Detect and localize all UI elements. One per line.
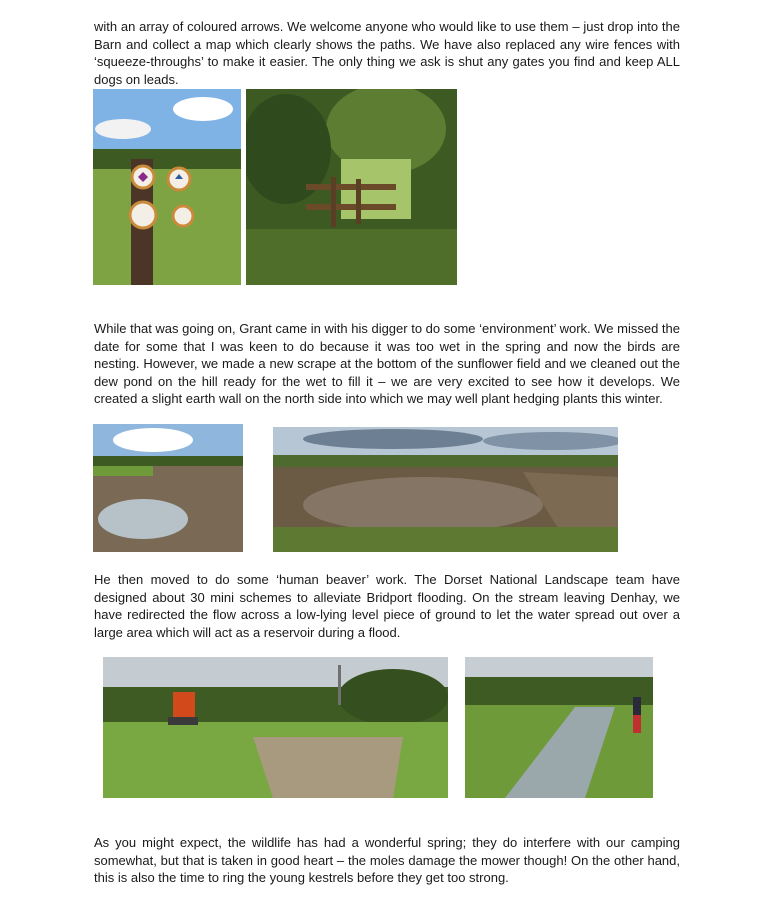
paragraph-waymarked-paths: with an array of coloured arrows. We welcome anyone who would like to use them – just drop into the Barn and collect a map which clearly shows the paths. We have also replaced any wire fences with ‘squeeze-throughs’ to make it easier. The only thing we ask is shut any gates you find and keep ALL dogs on leads. [94,19,680,87]
paragraph-wildlife: As you might expect, the wildlife has had a wonderful spring; they do interfere with our camping somewhat, but that is taken in good heart – the moles damage the mower though! On the other hand, this is also the time to ring the young kestrels before they get too strong. [94,835,680,886]
dew-pond-photo [273,427,618,552]
paragraph-environment-work: While that was going on, Grant came in with his digger to do some ‘environment’ work. We missed the date for some that I was keen to do because it was too wet in the spring and now the birds are nesting. However, we made a new scrape at the bottom of the sunflower field and we cleaned out the dew pond on the hill ready for the wet to fill it – we are very excited to see how it develops. We created a slight earth wall on the north side into which we may well plant hedging plants this winter. [94,321,680,407]
stream-flow-photo [465,657,653,798]
stile-hedge-photo [246,89,457,285]
waymarker-post-photo [93,89,241,285]
scrape-water-photo [93,424,243,552]
paragraph-human-beaver: He then moved to do some ‘human beaver’ work. The Dorset National Landscape team have designed about 30 mini schemes to alleviate Bridport flooding. On the stream leaving Denhay, we have redirected the flow across a low-lying level piece of ground to let the water spread out over a large area which will act as a reservoir during a flood. [94,572,680,640]
digger-meadow-photo [103,657,448,798]
